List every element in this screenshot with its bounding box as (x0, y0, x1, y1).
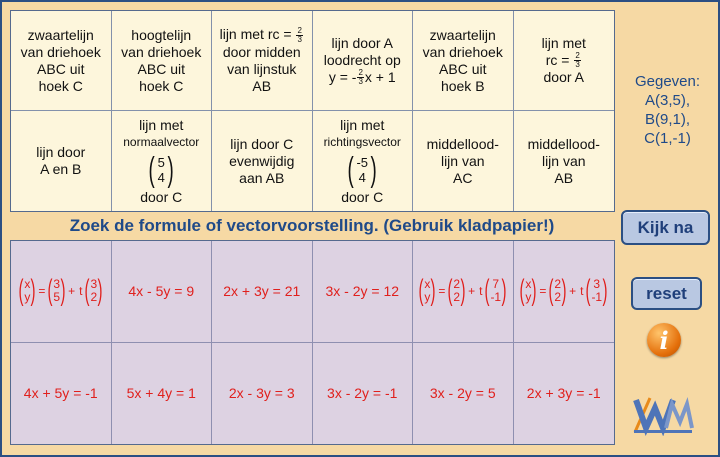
description-card[interactable] (212, 111, 313, 211)
formula-card[interactable] (313, 241, 414, 343)
direction-vector: ( 7 -1 ) (484, 274, 507, 308)
given-point: C(1,-1) (644, 130, 691, 147)
card-line: lijn door (36, 144, 86, 160)
formula-card[interactable] (112, 343, 213, 445)
vector-equation (418, 276, 507, 306)
description-grid (10, 10, 615, 212)
formula-text: 2x + 3y = 21 (223, 283, 301, 300)
card-line: lijn door A (331, 34, 393, 51)
vector-component: x (24, 277, 31, 292)
card-line (329, 69, 396, 87)
vector-component: 5 (157, 154, 165, 170)
card-line (220, 26, 304, 44)
xy-vector: ( x y ) (519, 274, 537, 308)
card-line: lijn van (541, 152, 586, 169)
vector-component: x (525, 277, 532, 292)
card-line: hoek C (38, 77, 83, 94)
formula-text: 5x + 4y = 1 (126, 385, 196, 402)
formula-card[interactable] (413, 241, 514, 343)
reset-button[interactable]: reset (631, 277, 702, 310)
direction-vector: ( 3 -1 ) (585, 274, 608, 308)
card-line: AB (554, 169, 574, 186)
plus-sign: + (468, 284, 476, 299)
vector-component: 3 (53, 277, 61, 292)
description-card[interactable] (313, 111, 414, 211)
formula-card[interactable] (514, 241, 615, 343)
card-text: x + 1 (364, 68, 396, 85)
vector-component: y (525, 290, 532, 305)
fraction-numerator: 2 (575, 51, 580, 61)
description-card[interactable] (11, 11, 112, 111)
vector-component: x (424, 277, 431, 292)
description-card[interactable] (514, 11, 615, 111)
card-line: lijn door C (230, 135, 294, 152)
vector-component: 7 (492, 277, 500, 292)
card-line: richtingsvector (323, 134, 401, 149)
vector-component: y (424, 290, 431, 305)
support-vector: ( 2 2 ) (447, 274, 466, 308)
equals-sign: = (539, 284, 547, 299)
parameter-t: t (79, 284, 83, 299)
vector-component: 4 (157, 169, 165, 185)
vector-component: 5 (53, 290, 61, 305)
xy-vector: ( x y ) (18, 274, 36, 308)
normal-vector: ( 5 4 ) (148, 150, 174, 189)
vector-component: 3 (90, 277, 98, 292)
formula-grid (10, 240, 615, 445)
card-line: ABC uit (137, 60, 185, 77)
formula-card[interactable] (11, 241, 112, 343)
card-line: lijn met (541, 34, 586, 51)
card-line: ABC uit (439, 60, 487, 77)
card-line: lijn met (340, 116, 385, 133)
card-line: ABC uit (37, 60, 85, 77)
vector-equation (519, 276, 608, 306)
info-icon[interactable]: i (647, 323, 681, 357)
vector-component: 4 (358, 169, 366, 185)
wm-logo-icon (632, 392, 694, 436)
formula-card[interactable] (212, 343, 313, 445)
card-line: door midden (222, 43, 301, 60)
given-points (620, 72, 715, 148)
vector-component: y (24, 290, 31, 305)
description-card[interactable] (413, 11, 514, 111)
description-card[interactable] (514, 111, 615, 211)
card-line: door C (140, 188, 183, 205)
formula-text: 3x - 2y = 12 (325, 283, 400, 300)
parameter-t: t (479, 284, 483, 299)
fraction-numerator: 2 (297, 25, 302, 35)
support-vector: ( 2 2 ) (548, 274, 567, 308)
given-title: Gegeven: (634, 73, 701, 90)
formula-text: 3x - 2y = 5 (429, 385, 496, 402)
card-line: van driehoek (20, 43, 101, 60)
formula-card[interactable] (313, 343, 414, 445)
card-text: lijn met rc = (219, 26, 296, 43)
card-text: y = - (328, 68, 357, 85)
vector-component: -1 (591, 290, 603, 305)
card-line: loodrecht op (323, 51, 401, 68)
formula-text: 2x - 3y = 3 (228, 385, 295, 402)
fraction-denominator: 3 (297, 34, 302, 44)
formula-card[interactable] (514, 343, 615, 445)
vector-component: 3 (593, 277, 601, 292)
description-card[interactable] (313, 11, 414, 111)
card-line: zwaartelijn (27, 26, 94, 43)
vector-component: -5 (356, 154, 369, 170)
description-card[interactable] (11, 111, 112, 211)
formula-card[interactable] (212, 241, 313, 343)
card-line: door A (543, 69, 584, 86)
card-line: zwaartelijn (429, 26, 496, 43)
fraction-numerator: 2 (358, 68, 363, 78)
card-line: van driehoek (422, 43, 503, 60)
equals-sign: = (438, 284, 446, 299)
description-card[interactable] (112, 111, 213, 211)
formula-text: 2x + 3y = -1 (526, 385, 601, 402)
card-line: lijn met (139, 116, 184, 133)
card-line: van driehoek (121, 43, 202, 60)
xy-vector: ( x y ) (418, 274, 436, 308)
given-point: A(3,5), (644, 92, 690, 109)
vector-component: 2 (554, 277, 562, 292)
vector-equation (18, 276, 103, 306)
formula-card[interactable] (112, 241, 213, 343)
vector-component: 2 (453, 277, 461, 292)
card-line: middellood- (426, 135, 499, 152)
formula-text: 4x + 5y = -1 (23, 385, 98, 402)
description-card[interactable] (212, 11, 313, 111)
card-line: lijn van (440, 152, 485, 169)
fraction (296, 27, 302, 44)
plus-sign: + (569, 284, 577, 299)
check-button[interactable]: Kijk na (621, 210, 710, 245)
card-line: van lijnstuk (227, 60, 297, 77)
card-line: AC (453, 169, 473, 186)
instruction-text: Zoek de formule of vectorvoorstelling. (Gebruik kladpapier!) (69, 216, 555, 235)
formula-text: 3x - 2y = -1 (327, 385, 398, 402)
vector-component: 2 (453, 290, 461, 305)
card-line: normaalvector (123, 134, 200, 149)
description-card[interactable] (413, 111, 514, 211)
given-point: B(9,1), (644, 111, 690, 128)
fraction (357, 69, 363, 86)
formula-card[interactable] (11, 343, 112, 445)
parameter-t: t (580, 284, 584, 299)
equals-sign: = (38, 284, 46, 299)
formula-card[interactable] (413, 343, 514, 445)
card-line: door C (341, 188, 384, 205)
direction-vector: ( -5 4 ) (347, 150, 377, 189)
fraction-denominator: 3 (575, 60, 580, 70)
card-line (546, 52, 582, 70)
card-line: middellood- (527, 135, 600, 152)
support-vector: ( 3 5 ) (47, 274, 66, 308)
description-card[interactable] (112, 11, 213, 111)
card-text: rc = (545, 51, 574, 68)
card-line: evenwijdig (229, 152, 295, 169)
formula-text: 4x - 5y = 9 (128, 283, 195, 300)
vector-component: 2 (554, 290, 562, 305)
card-line: hoek B (440, 77, 485, 94)
vector-component: -1 (490, 290, 502, 305)
card-line: hoogtelijn (131, 26, 192, 43)
vector-component: 2 (90, 290, 98, 305)
card-line: AB (252, 77, 272, 94)
fraction (574, 52, 580, 69)
card-line: aan AB (239, 169, 285, 186)
fraction-denominator: 3 (358, 77, 363, 87)
plus-sign: + (68, 284, 76, 299)
direction-vector: ( 3 2 ) (84, 274, 103, 308)
card-line: A en B (40, 161, 82, 177)
card-line: hoek C (139, 77, 184, 94)
